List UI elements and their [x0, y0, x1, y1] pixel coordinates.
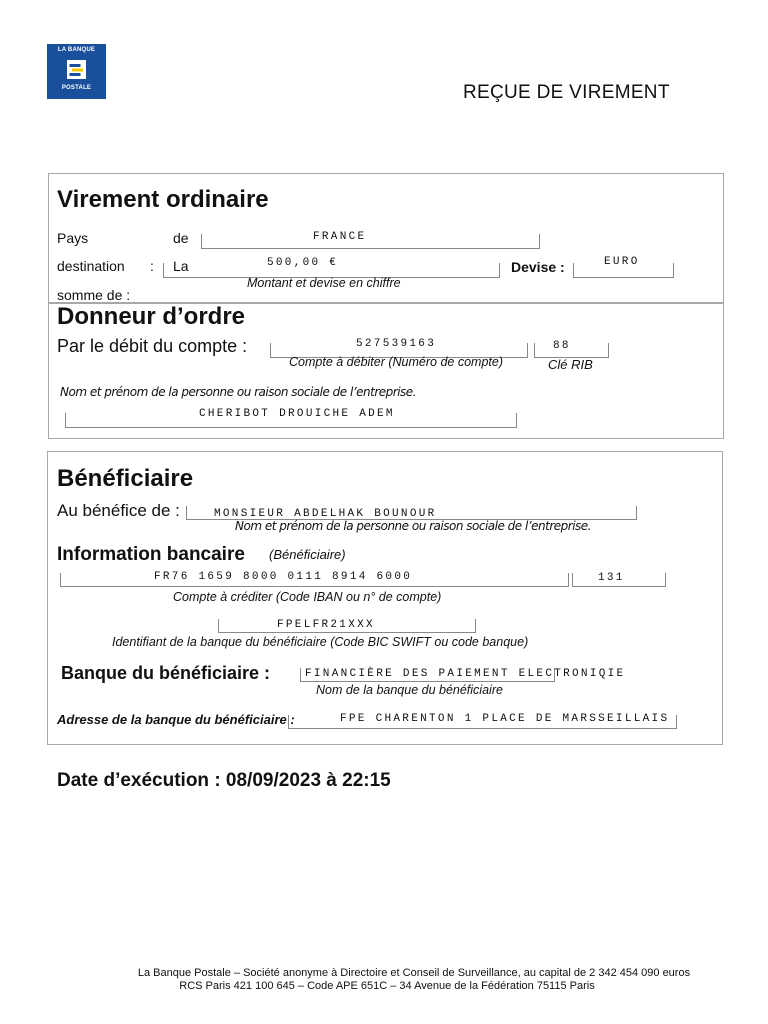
country-label-de: de [173, 230, 189, 246]
bank-caption: Nom de la banque du bénéficiaire [316, 683, 503, 697]
destination-label: destination [57, 258, 125, 274]
beneficiary-name-value: MONSIEUR ABDELHAK BOUNOUR [214, 508, 437, 520]
logo-text-line2: POSTALE [61, 85, 92, 91]
bank-info-sub: (Bénéficiaire) [269, 547, 346, 562]
currency-label: Devise : [511, 259, 565, 275]
bank-info-heading: Information bancaire [57, 544, 245, 565]
currency-value: EURO [604, 256, 640, 268]
amount-value: 500,00 € [267, 257, 339, 269]
execution-date: Date d’exécution : 08/09/2023 à 22:15 [57, 770, 391, 791]
donor-name-value: CHERIBOT DROUICHE ADEM [199, 408, 395, 420]
donor-name-caption: Nom et prénom de la personne ou raison sociale de l’entreprise. [60, 385, 416, 399]
account-caption: Compte à débiter (Numéro de compte) [289, 355, 503, 369]
iban-caption: Compte à créditer (Code IBAN ou n° de compte) [173, 590, 442, 604]
amount-caption: Montant et devise en chiffre [247, 276, 401, 290]
country-field [201, 234, 540, 249]
footer-line1: La Banque Postale – Société anonyme à Directoire et Conseil de Surveillance, au capital de 2 342 454 090 euros [137, 967, 691, 979]
la-banque-postale-logo [47, 44, 106, 99]
iban-key-value: 131 [598, 572, 625, 584]
account-value: 527539163 [356, 338, 437, 350]
bank-label: Banque du bénéficiaire : [61, 663, 271, 683]
beneficiary-heading: Bénéficiaire [57, 465, 194, 492]
amount-label-la: La [173, 258, 189, 274]
beneficiary-name-caption: Nom et prénom de la personne ou raison sociale de l’entreprise. [235, 519, 591, 533]
amount-label-somme: somme de : [57, 287, 131, 303]
bank-address-value: FPE CHARENTON 1 PLACE DE MARSSEILLAIS [340, 713, 670, 725]
rib-key-value: 88 [553, 340, 571, 352]
destination-colon: : [150, 258, 154, 274]
country-value: FRANCE [313, 231, 367, 243]
rib-key-caption: Clé RIB [548, 357, 593, 372]
transfer-heading: Virement ordinaire [57, 186, 269, 213]
document-title: REÇUE DE VIREMENT [463, 82, 670, 103]
bird-emblem-icon [67, 60, 86, 79]
in-favor-label: Au bénéfice de : [57, 501, 180, 520]
bic-caption: Identifiant de la banque du bénéficiaire (Code BIC SWIFT ou code banque) [112, 635, 529, 649]
debit-label: Par le débit du compte : [57, 336, 248, 356]
donor-heading: Donneur d’ordre [57, 303, 246, 330]
logo-text-line1: LA BANQUE [57, 47, 96, 53]
country-label: Pays [57, 230, 89, 246]
footer-line2: RCS Paris 421 100 645 – Code APE 651C – 34 Avenue de la Fédération 75115 Paris [179, 980, 595, 992]
bank-address-label: Adresse de la banque du bénéficiaire : [57, 712, 295, 727]
iban-value: FR76 1659 8000 0111 8914 6000 [154, 571, 413, 583]
rib-key-field [534, 343, 609, 358]
bank-value: FINANCIÈRE DES PAIEMENT ELECTRONIQIE [305, 668, 626, 680]
bic-value: FPELFR21XXX [277, 619, 375, 631]
